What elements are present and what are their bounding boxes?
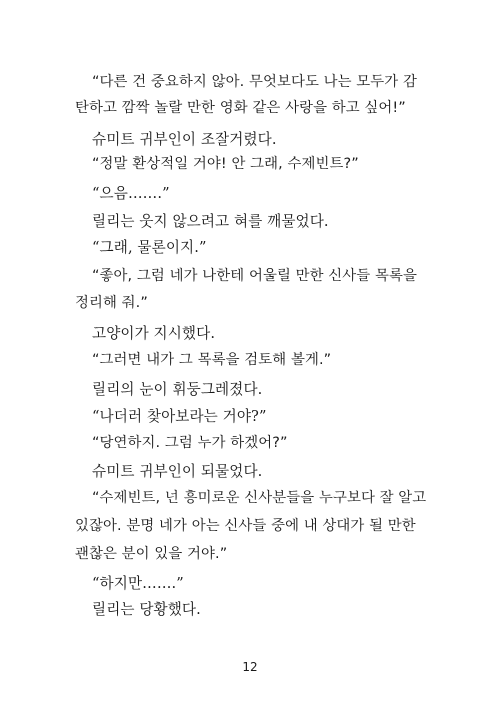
text-line-4: “정말 환상적일 거야! 안 그래, 수제빈트?” <box>92 156 359 172</box>
text-line-1: “다른 건 중요하지 않아. 무엇보다도 나는 모두가 감 <box>92 74 417 90</box>
text-line-12: 릴리의 눈이 휘둥그레졌다. <box>92 381 263 398</box>
text-line-15: 슈미트 귀부인이 되물었다. <box>92 463 263 480</box>
text-line-5: “으음…….” <box>92 185 170 202</box>
text-line-6: 릴리는 웃지 않으려고 혀를 깨물었다. <box>92 213 329 230</box>
page-number: 12 <box>242 660 258 674</box>
text-line-17: 있잖아. 분명 네가 아는 신사들 중에 내 상대가 될 만한 <box>75 518 416 534</box>
text-line-8: “좋아, 그럼 네가 나한테 어울릴 만한 신사들 목록을 <box>92 268 417 284</box>
text-line-11: “그러면 내가 그 목록을 검토해 볼게.” <box>92 352 332 368</box>
text-line-14: “당연하지. 그럼 누가 하겠어?” <box>92 435 288 451</box>
text-line-18: 괜찮은 분이 있을 거야.” <box>75 546 228 562</box>
text-line-16: “수제빈트, 넌 흥미로운 신사분들을 누구보다 잘 알고 <box>92 490 427 506</box>
text-line-2: 탄하고 깜짝 놀랄 만한 영화 같은 사랑을 하고 싶어!” <box>75 100 406 116</box>
text-line-7: “그래, 물론이지.” <box>92 239 207 256</box>
text-line-20: 릴리는 당황했다. <box>92 601 201 618</box>
text-line-13: “나더러 찾아보라는 거야?” <box>92 408 267 425</box>
text-line-10: 고양이가 지시했다. <box>92 325 216 342</box>
text-line-3: 슈미트 귀부인이 조잘거렸다. <box>92 131 277 148</box>
text-line-19: “하지만…….” <box>92 575 184 592</box>
text-line-9: 정리해 줘.” <box>75 295 148 311</box>
